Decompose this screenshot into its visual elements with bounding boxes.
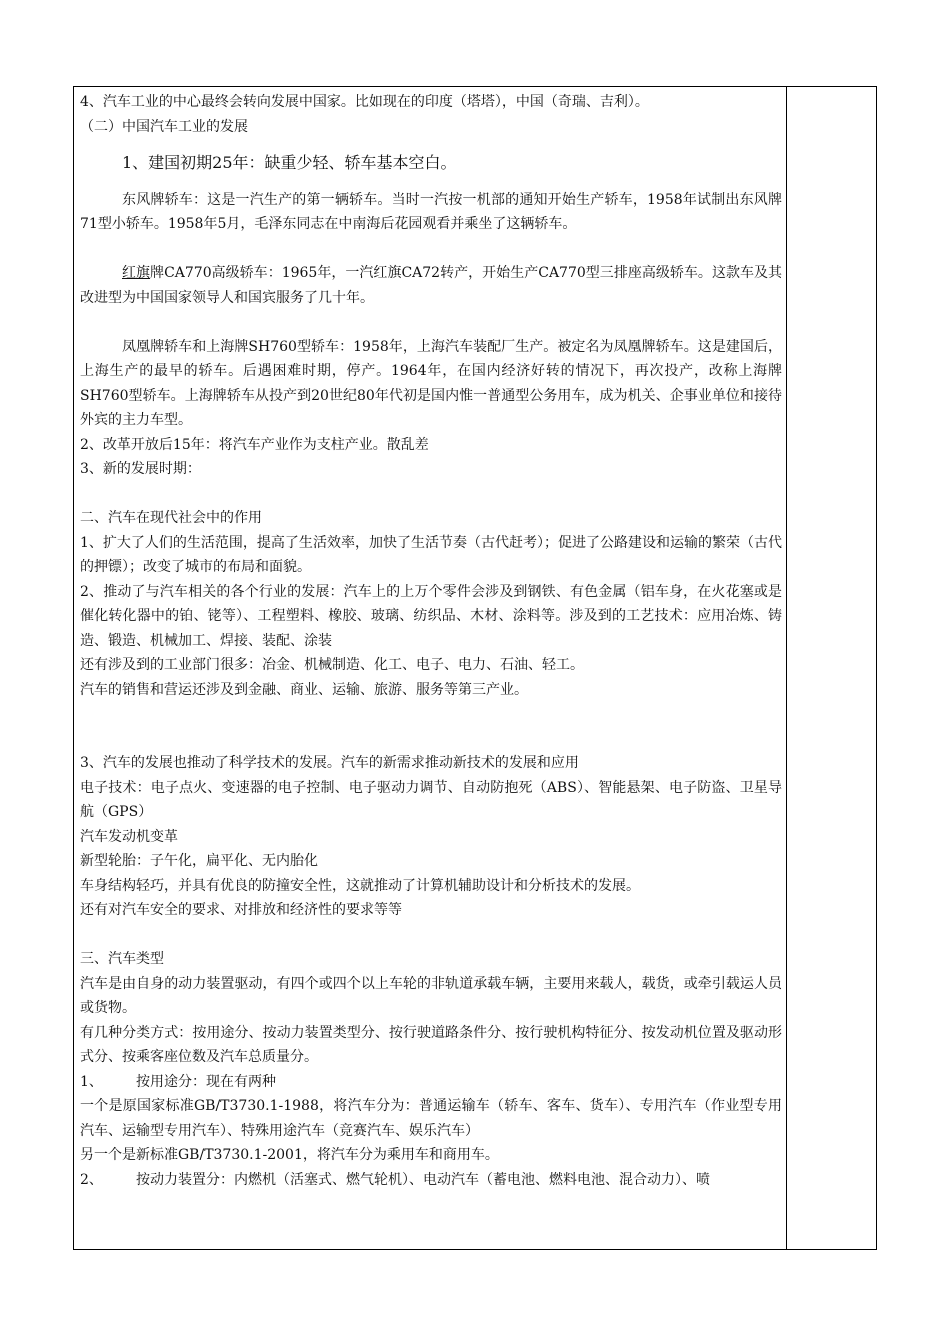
list-number: 2、: [80, 1171, 103, 1188]
hongqi-rest: 牌CA770高级轿车：1965年，一汽红旗CA72转产，开始生产CA770型三排座高级轿车。这款车及其改进型为中国国家领导人和国宾服务了几十年。: [80, 265, 783, 306]
list-item: [80, 1070, 782, 1095]
text-line: 新型轮胎：子午化，扁平化、无内胎化: [80, 853, 318, 869]
text-line: 3、汽车的发展也推动了科学技术的发展。汽车的新需求推动新技术的发展和应用: [80, 755, 579, 771]
text-line: 车身结构轻巧，并具有优良的防撞安全性，这就推动了计算机辅助设计和分析技术的发展。: [80, 877, 640, 894]
text-line: 汽车发动机变革: [80, 828, 178, 845]
section-heading: 二、汽车在现代社会中的作用: [80, 510, 262, 526]
text-line: 2、改革开放后15年：将汽车产业作为支柱产业。散乱差: [80, 436, 429, 453]
paragraph-fenghuang: 凤凰牌轿车和上海牌SH760型轿车：1958年，上海汽车装配厂生产。被定名为凤凰牌轿车。这是建国后，上海生产的最早的轿车。后遇困难时期，停产。1964年，在国内经济好转的情况下，再次投产，改称上海牌SH760型轿车。上海牌轿车从投产到20世纪80年代初是国内惟一普通型公务用车，成为机关、企事业单位和接待外宾的主力车型。: [80, 338, 782, 428]
content-table: [73, 86, 877, 1250]
text-line: 3、新的发展时期：: [80, 461, 201, 477]
text-line: 另一个是新标准GB/T3730.1-2001，将汽车分为乘用车和商用车。: [80, 1147, 499, 1163]
hongqi-underlined: 红旗: [122, 265, 151, 281]
paragraph: 1、扩大了人们的生活范围，提高了生活效率，加快了生活节奏（古代赶考）；促进了公路建设和运输的繁荣（古代的押镖）；改变了城市的布局和面貌。: [80, 534, 782, 575]
side-column: [787, 87, 876, 1249]
paragraph: 电子技术：电子点火、变速器的电子控制、电子驱动力调节、自动防抱死（ABS）、智能悬架、电子防盗、卫星导航（GPS）: [80, 779, 782, 820]
text-line: 汽车的销售和营运还涉及到金融、商业、运输、旅游、服务等第三产业。: [80, 681, 528, 698]
paragraph: 2、推动了与汽车相关的各个行业的发展：汽车上的上万个零件会涉及到钢铁、有色金属（铝车身，在火花塞或是催化转化器中的铂、铑等）、工程塑料、橡胶、玻璃、纺织品、木材、涂料等。涉及到的工艺技术：应用冶炼、铸造、锻造、机械加工、焊接、装配、涂装: [80, 583, 782, 649]
paragraph-hongqi: [80, 261, 782, 310]
sub-heading: 1、建国初期25年：缺重少轻、轿车基本空白。: [122, 153, 457, 172]
section-heading: （二）中国汽车工业的发展: [80, 118, 248, 135]
paragraph: 一个是原国家标准GB/T3730.1-1988，将汽车分为：普通运输车（轿车、客车、货车）、专用汽车（作业型专用汽车、运输型专用汽车）、特殊用途汽车（竞赛汽车、娱乐汽车）: [80, 1098, 782, 1139]
main-cell: [80, 90, 782, 1192]
paragraph: 有几种分类方式：按用途分、按动力装置类型分、按行驶道路条件分、按行驶机构特征分、按发动机位置及驱动形式分、按乘客座位数及汽车总质量分。: [80, 1024, 782, 1065]
text-line: 4、汽车工业的中心最终会转向发展中国家。比如现在的印度（塔塔），中国（奇瑞、吉利）。: [80, 94, 649, 110]
list-text: 按用途分：现在有两种: [136, 1073, 276, 1090]
text-line: 还有涉及到的工业部门很多：冶金、机械制造、化工、电子、电力、石油、轻工。: [80, 657, 584, 673]
paragraph-dongfeng: 东风牌轿车：这是一汽生产的第一辆轿车。当时一汽按一机部的通知开始生产轿车，1958年试制出东风牌71型小轿车。1958年5月，毛泽东同志在中南海后花园观看并乘坐了这辆轿车。: [80, 191, 782, 232]
text-line: 还有对汽车安全的要求、对排放和经济性的要求等等: [80, 902, 402, 918]
list-text: 按动力装置分：内燃机（活塞式、燃气轮机）、电动汽车（蓄电池、燃料电池、混合动力）、喷: [136, 1171, 710, 1188]
list-number: 1、: [80, 1073, 103, 1090]
section-heading: 三、汽车类型: [80, 951, 164, 967]
paragraph: 汽车是由自身的动力装置驱动，有四个或四个以上车轮的非轨道承载车辆，主要用来载人，载货，或牵引载运人员或货物。: [80, 975, 782, 1016]
list-item: [80, 1168, 782, 1193]
